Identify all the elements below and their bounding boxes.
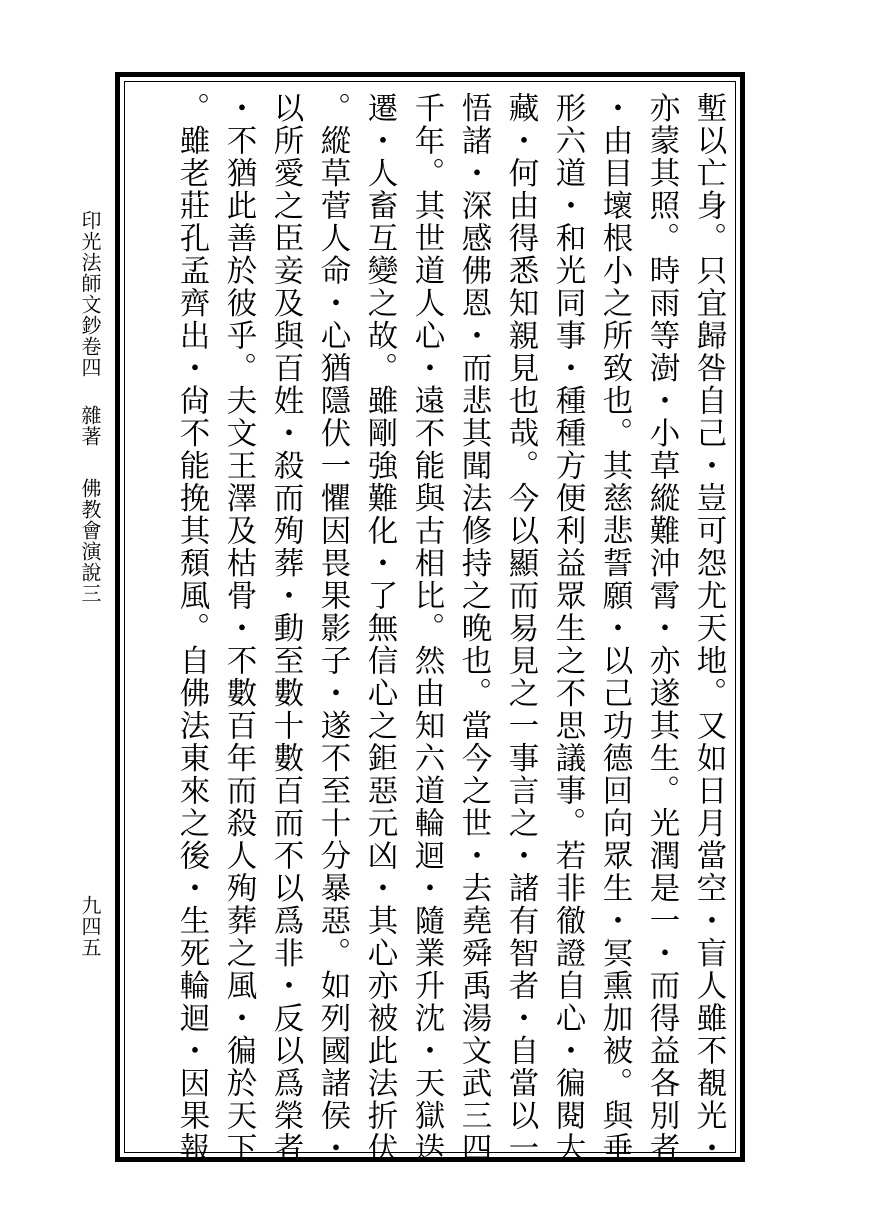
text-column-2: 亦蒙其照。時雨等澍・小草縱難沖霄・亦遂其生。光潤是一・而得益各別者	[644, 92, 679, 1165]
running-head-article: 佛教會演說三	[78, 478, 102, 604]
text-column-9: 。縱草菅人命・心猶隱伏一懼因畏果影子・遂不至十分暴惡。如列國諸侯・	[315, 92, 350, 1165]
text-column-1: 塹以亡身。只宜歸咎自己・豈可怨尤天地。又如日月當空・盲人雖不覩光・	[691, 92, 726, 1165]
running-head-section: 雜著	[78, 405, 102, 447]
text-column-10: 以所愛之臣妾及與百姓・殺而殉葬・動至數十數百而不以爲非・反以爲榮者	[268, 92, 303, 1165]
running-head-book-title: 印光法師文鈔卷四	[78, 210, 102, 378]
text-column-4: 形六道・和光同事・種種方便利益眾生之不思議事。若非徹證自心・徧閱大	[550, 92, 585, 1165]
text-column-8: 遷・人畜互變之故。雖剛強難化・了無信心之鉅惡元凶・其心亦被此法折伏	[362, 92, 397, 1165]
text-column-3: ・由目壞根小之所致也。其慈悲誓願・以己功德回向眾生・冥熏加被。與垂	[597, 92, 632, 1165]
text-column-12: 。雖老莊孔孟齊出・尙不能挽其頹風。自佛法東來之後・生死輪迴・因果報	[174, 92, 209, 1165]
page-number: 九四五	[78, 895, 102, 958]
text-column-7: 千年。其世道人心・遠不能與古相比。然由知六道輪迴・隨業升沈・天獄迭	[409, 92, 444, 1165]
text-column-5: 藏・何由得悉知親見也哉。今以顯而易見之一事言之・諸有智者・自當以一	[503, 92, 538, 1165]
text-column-6: 悟諸・深感佛恩・而悲其聞法修持之晚也。當今之世・去堯舜禹湯文武三四	[456, 92, 491, 1165]
text-column-11: ・不猶此善於彼乎。夫文王澤及枯骨・不數百年而殺人殉葬之風・徧於天下	[221, 92, 256, 1165]
